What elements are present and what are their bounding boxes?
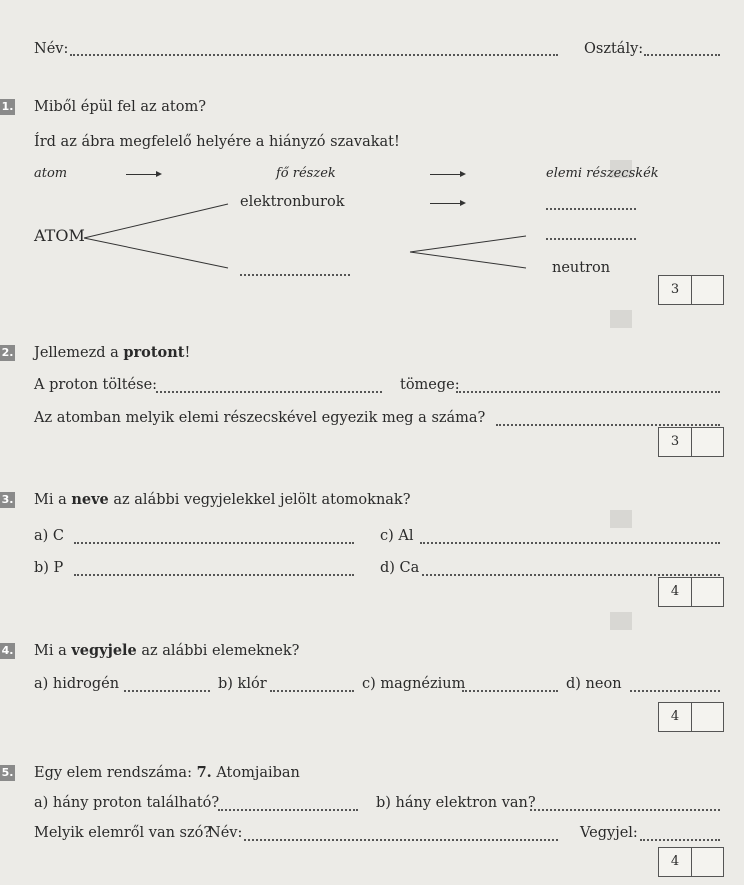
q4-c-answer-line[interactable] [462, 688, 558, 692]
q5-b-answer-line[interactable] [530, 807, 720, 811]
q2-number-question: Az atomban melyik elemi részecskével egyezik meg a száma? [34, 410, 486, 426]
q3-question: Mi a neve az alábbi vegyjelekkel jelölt atomoknak? [34, 491, 411, 508]
q1-shell-label: elektronburok [240, 194, 345, 210]
q3-b-answer-line[interactable] [74, 572, 354, 576]
question-number: 5. [1, 766, 14, 779]
q3-item-a: a) C [34, 528, 65, 544]
score-earned[interactable] [691, 703, 723, 731]
q5-which-label: Melyik elemről van szó? [34, 825, 212, 841]
q1-instruction: Írd az ábra megfelelő helyére a hiányzó szavakat! [34, 134, 400, 150]
q3-score-box [658, 577, 724, 607]
q5-question: Egy elem rendszáma: 7. Atomjaiban [34, 764, 300, 781]
q3-item-c: c) Al [380, 528, 414, 544]
q4-item-b: b) klór [218, 676, 267, 692]
q1-nucleus-answer-line[interactable] [240, 272, 350, 276]
q4-question: Mi a vegyjele az alábbi elemeknek? [34, 642, 300, 659]
q1-score-box [658, 275, 724, 305]
q4-item-a: a) hidrogén [34, 676, 120, 692]
q5-symbol-answer-line[interactable] [640, 837, 720, 841]
q2-question: Jellemezd a protont! [34, 344, 191, 361]
branch-line [410, 252, 526, 268]
q5-name-label: Név: [208, 825, 243, 841]
q4-item-d: d) neon [566, 676, 622, 692]
q1-col-elementary: elemi részecskék [546, 166, 659, 181]
score-max: 4 [659, 703, 692, 731]
q5-item-b: b) hány elektron van? [376, 795, 536, 811]
name-label: Név: [34, 41, 69, 57]
q2-mass-label: tömege: [400, 377, 460, 393]
q5-item-a: a) hány proton található? [34, 795, 220, 811]
question-number: 1. [1, 100, 14, 113]
question-number: 2. [1, 346, 14, 359]
q1-col-atom: atom [34, 166, 68, 181]
question-number: 4. [1, 644, 14, 657]
q2-number-answer-line[interactable] [496, 422, 720, 426]
q2-charge-label: A proton töltése: [34, 377, 158, 393]
q1-col-main-parts: fő részek [276, 166, 336, 181]
score-max: 4 [659, 578, 692, 606]
q3-c-answer-line[interactable] [420, 540, 720, 544]
q5-symbol-label: Vegyjel: [580, 825, 638, 841]
score-earned[interactable] [691, 578, 723, 606]
score-earned[interactable] [691, 428, 723, 456]
q2-charge-answer-line[interactable] [156, 389, 382, 393]
question-number: 3. [1, 493, 14, 506]
score-max: 4 [659, 848, 692, 876]
q3-item-b: b) P [34, 560, 64, 576]
q1-atom-label: ATOM [34, 226, 85, 245]
q3-a-answer-line[interactable] [74, 540, 354, 544]
q5-name-answer-line[interactable] [244, 837, 558, 841]
q4-score-box [658, 702, 724, 732]
branch-line [84, 238, 228, 268]
branch-line [84, 204, 228, 238]
q5-score-box [658, 847, 724, 877]
q3-d-answer-line[interactable] [422, 572, 720, 576]
q4-item-c: c) magnézium [362, 676, 466, 692]
q1-proton-answer-line[interactable] [546, 236, 636, 240]
score-earned[interactable] [691, 848, 723, 876]
score-max: 3 [659, 276, 692, 304]
q4-d-answer-line[interactable] [630, 688, 720, 692]
q2-score-box [658, 427, 724, 457]
branch-line [410, 236, 526, 252]
class-label: Osztály: [584, 41, 644, 57]
q1-neutron-label: neutron [552, 260, 611, 276]
q4-b-answer-line[interactable] [270, 688, 354, 692]
score-max: 3 [659, 428, 692, 456]
q1-question: Miből épül fel az atom? [34, 99, 207, 115]
q3-item-d: d) Ca [380, 560, 420, 576]
q5-a-answer-line[interactable] [218, 807, 358, 811]
q4-a-answer-line[interactable] [124, 688, 210, 692]
q2-mass-answer-line[interactable] [456, 389, 720, 393]
score-earned[interactable] [691, 276, 723, 304]
